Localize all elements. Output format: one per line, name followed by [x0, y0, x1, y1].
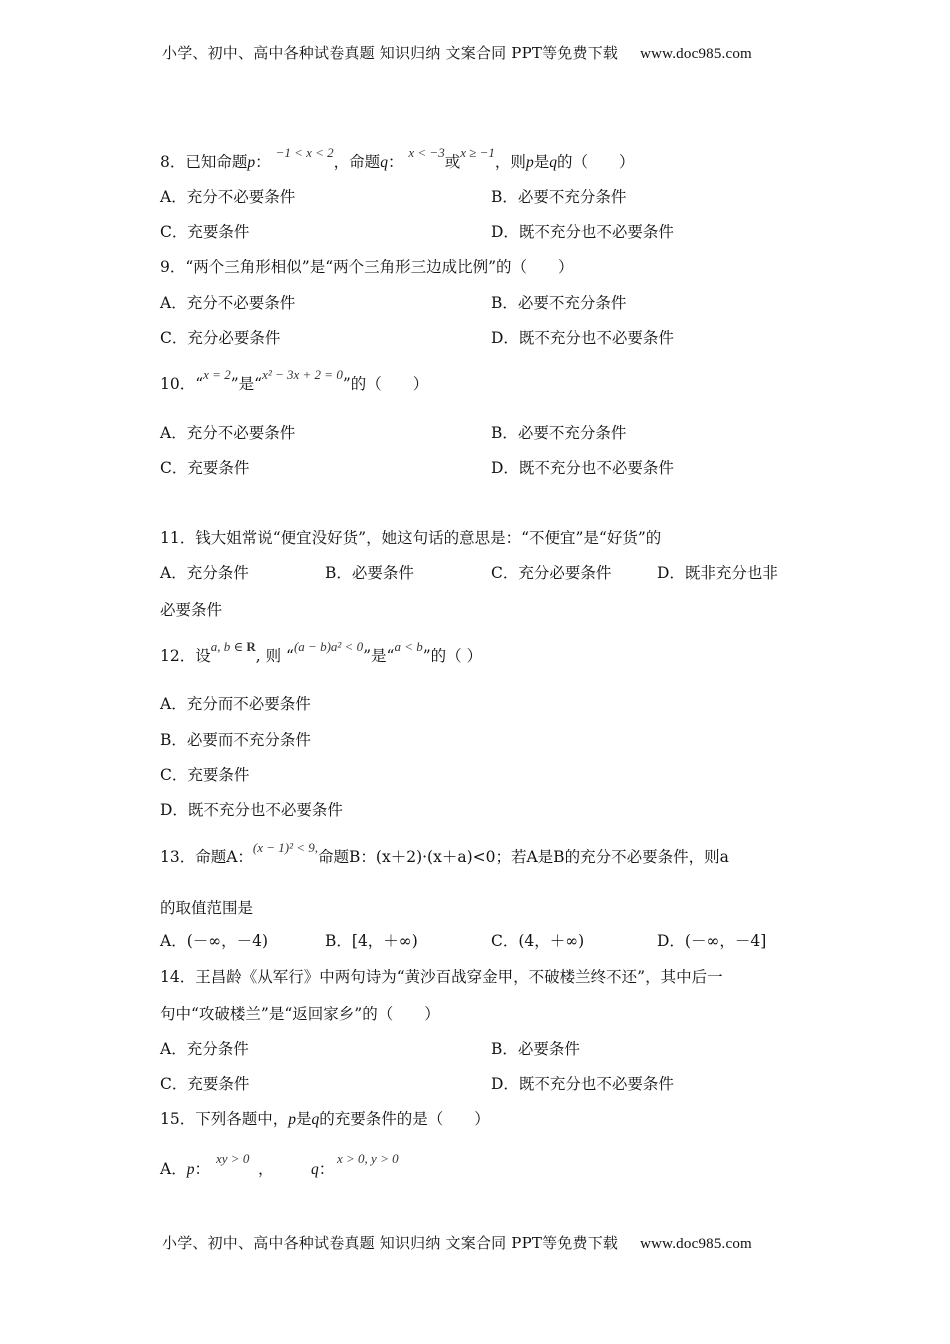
- q15-option-a-label: A．: [160, 1160, 187, 1178]
- q10-number: 10．“: [160, 375, 204, 393]
- q10-formula-2: x² − 3x + 2 = 0: [262, 367, 343, 382]
- q8-colon: ：: [255, 153, 271, 171]
- q10-option-b[interactable]: B．必要不充分条件: [491, 424, 627, 442]
- q14-option-d[interactable]: D．既不充分也不必要条件: [491, 1075, 674, 1093]
- q8-is: 是: [533, 153, 550, 171]
- q12-option-c[interactable]: C．充要条件: [160, 766, 250, 784]
- q9-option-b[interactable]: B．必要不充分条件: [491, 294, 627, 312]
- q12-option-d[interactable]: D．既不充分也不必要条件: [160, 801, 343, 819]
- q12-option-a[interactable]: A．充分而不必要条件: [160, 695, 311, 713]
- q8-tail: 的（ ）: [556, 153, 635, 171]
- q8-q: q: [380, 154, 388, 171]
- q8-text: ，命题: [333, 153, 381, 171]
- q15-option-a-formula-1: xy > 0: [216, 1151, 250, 1166]
- q12-option-b[interactable]: B．必要而不充分条件: [160, 731, 311, 749]
- q15-option-a-formula-2-wrap: [337, 1149, 399, 1170]
- q15-option-a-colon-2: ：: [318, 1160, 335, 1178]
- q9-option-a[interactable]: A．充分不必要条件: [160, 294, 296, 312]
- q15-option-a-p: p: [186, 1161, 195, 1178]
- q15-tail: 的充要条件的是（ ）: [319, 1110, 490, 1128]
- footer-text: 小学、初中、高中各种试卷真题 知识归纳 文案合同 PPT等免费下载: [162, 1234, 619, 1252]
- q15-option-a-colon: ：: [194, 1160, 210, 1178]
- q8-formula-q1: x < −3: [408, 145, 445, 160]
- q9-option-d[interactable]: D．既不充分也不必要条件: [491, 329, 674, 347]
- q8-or: 或: [444, 153, 461, 171]
- q9-option-c[interactable]: C．充分必要条件: [160, 329, 281, 347]
- q15-is: 是: [295, 1110, 312, 1128]
- q13-option-d[interactable]: D．(－∞，－4]: [657, 932, 767, 950]
- question-11-stem: 11．钱大姐常说“便宜没好货”，她这句话的意思是：“不便宜”是“好货”的: [160, 529, 662, 547]
- q14-option-b[interactable]: B．必要条件: [491, 1040, 580, 1058]
- q12-formula-3: a < b: [394, 639, 423, 654]
- q12-tail: ”的（ ）: [422, 647, 483, 665]
- q12-formula-1-set: R: [246, 639, 256, 654]
- q15-option-a-q: q: [311, 1161, 319, 1178]
- q12-formula-1: [211, 639, 256, 654]
- q12-text-2: ”是“: [363, 647, 395, 665]
- q15-option-a-formula-2: x > 0, y > 0: [337, 1151, 399, 1166]
- q8-q-2: q: [549, 154, 557, 171]
- page-header: [162, 42, 752, 63]
- question-9-stem: 9．“两个三角形相似”是“两个三角形三边成比例”的（ ）: [160, 258, 574, 276]
- q11-option-c[interactable]: C．充分必要条件: [491, 564, 612, 582]
- q10-text: ”是“: [230, 375, 263, 393]
- q15-option-a-formula-1-wrap: [216, 1149, 249, 1170]
- footer-site: www.doc985.com: [640, 1236, 752, 1252]
- q8-option-c[interactable]: C．充要条件: [160, 223, 250, 241]
- q11-option-b[interactable]: B．必要条件: [325, 564, 414, 582]
- q8-formula-p: −1 < x < 2: [275, 145, 334, 160]
- q15-option-a[interactable]: [160, 1159, 210, 1180]
- q15-option-a-q-wrap: [311, 1159, 334, 1180]
- q13-formula: (x − 1)² < 9,: [252, 840, 319, 855]
- q8-colon-2: ：: [387, 153, 404, 171]
- q13-option-c[interactable]: C．(4，＋∞): [491, 932, 585, 950]
- q12-text: , 则 “: [255, 647, 294, 665]
- q13-line-2: 的取值范围是: [160, 899, 254, 917]
- q10-option-c[interactable]: C．充要条件: [160, 459, 250, 477]
- q11-option-d-cont: 必要条件: [160, 601, 223, 619]
- q12-number: 12．设: [160, 647, 211, 665]
- q8-text-2: ，则: [494, 153, 526, 171]
- question-14-line-2: 句中“攻破楼兰”是“返回家乡”的（ ）: [160, 1005, 440, 1023]
- question-12-stem: [160, 639, 483, 667]
- q13-option-a[interactable]: A．(－∞，－4): [160, 932, 269, 950]
- question-10-stem: [160, 367, 429, 395]
- q15-p: p: [288, 1111, 296, 1128]
- q8-formula-q2: x ≥ −1: [460, 145, 495, 160]
- q13-number: 13．命题A：: [160, 848, 253, 866]
- q13-option-b[interactable]: B．[4，＋∞): [325, 932, 418, 950]
- q8-option-a[interactable]: A．充分不必要条件: [160, 188, 296, 206]
- question-13-stem: [160, 840, 729, 868]
- q8-p-2: p: [525, 154, 534, 171]
- q12-formula-2: (a − b)a² < 0: [293, 639, 364, 654]
- q15-q: q: [311, 1111, 320, 1128]
- q10-formula-1: x = 2: [203, 367, 231, 382]
- question-8-stem: [160, 145, 635, 173]
- q8-p: p: [247, 154, 256, 171]
- q15-number: 15．下列各题中，: [160, 1110, 289, 1128]
- q8-option-b[interactable]: B．必要不充分条件: [491, 188, 627, 206]
- q8-number: 8．已知命题: [160, 153, 248, 171]
- q11-option-d[interactable]: D．既非充分也非: [657, 564, 778, 582]
- q14-option-c[interactable]: C．充要条件: [160, 1075, 250, 1093]
- q10-tail: ”的（ ）: [342, 375, 429, 393]
- header-site: www.doc985.com: [640, 46, 752, 62]
- question-15-stem: [160, 1109, 490, 1130]
- header-text: 小学、初中、高中各种试卷真题 知识归纳 文案合同 PPT等免费下载: [162, 44, 619, 62]
- q12-formula-1-text: a, b ∈: [210, 639, 244, 654]
- q14-option-a[interactable]: A．充分条件: [160, 1040, 249, 1058]
- q10-option-d[interactable]: D．既不充分也不必要条件: [491, 459, 674, 477]
- q11-option-a[interactable]: A．充分条件: [160, 564, 249, 582]
- q13-text: 命题B：(x＋2)·(x＋a)<0；若A是B的充分不必要条件，则a: [318, 848, 729, 866]
- q10-option-a[interactable]: A．充分不必要条件: [160, 424, 296, 442]
- question-14-line-1: 14．王昌龄《从军行》中两句诗为“黄沙百战穿金甲，不破楼兰终不还”，其中后一: [160, 968, 723, 986]
- page-footer: [162, 1232, 752, 1253]
- q8-option-d[interactable]: D．既不充分也不必要条件: [491, 223, 674, 241]
- q15-option-a-comma: ，: [258, 1160, 274, 1178]
